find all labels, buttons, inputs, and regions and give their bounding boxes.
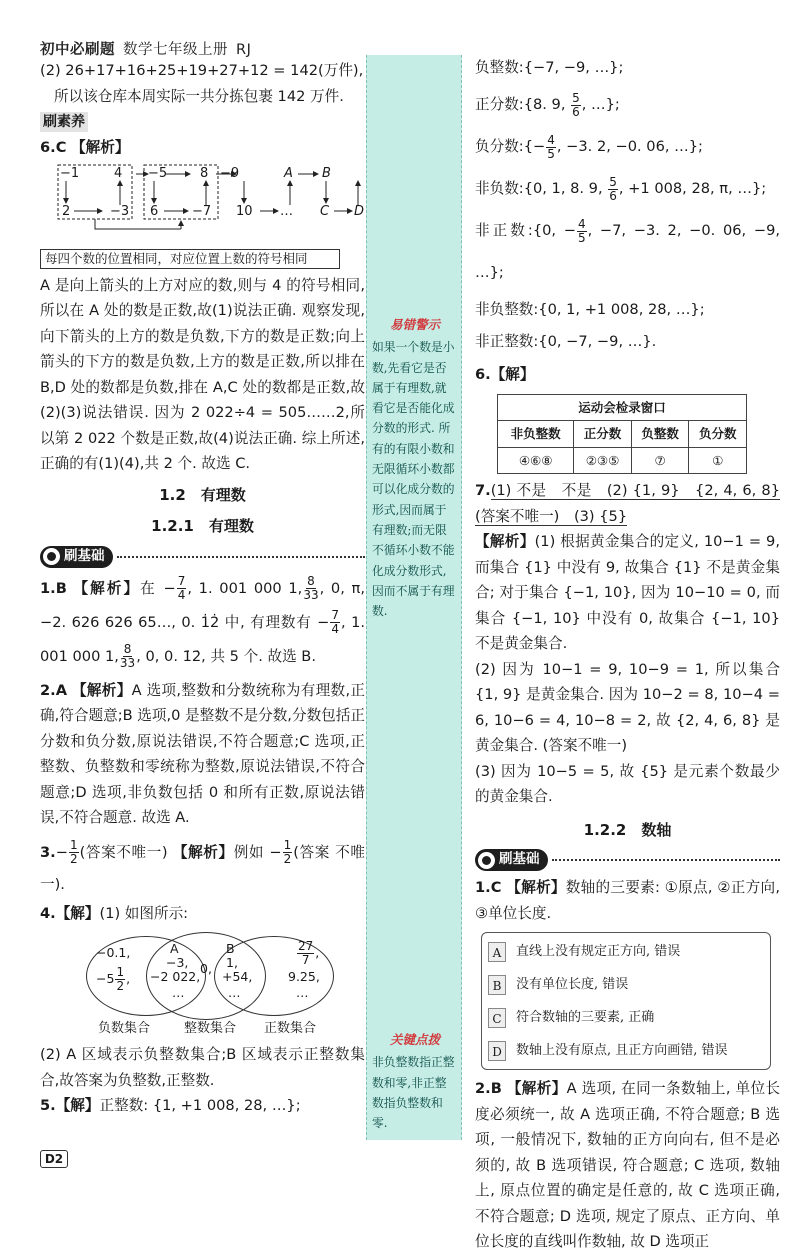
question-2-axis: 2.B 【解析】A 选项, 在同一条数轴上, 单位长度必须统一, 故 A 选项正确, 不符合题意; B 选项, 一般情况下, 数轴的正方向向右, 但不是必须的, 故 B 选项错误, 符合题意; C 选项, 数轴上, 原点位置的确定是任意的, 故 C 选项正确, 不符合题意; D 选项, 规定了原点、正方向、单位长度的直线叫作数轴, 故 D 选项正 (475, 1080, 780, 1250)
question-1-axis: 1.C 【解析】数轴的三要素: ①原点, ②正方向, ③单位长度. (475, 879, 780, 922)
set-value: {0, 1, 8. 9, $\frac{5}{6}$ , +1 008, 28, π, …}; (523, 174, 767, 203)
book-title: 初中必刷题 (40, 42, 115, 58)
set-value: {8. 9, $\frac{5}{6}$ , …}; (523, 90, 620, 119)
sequence-note: 每四个数的位置相同，对应位置上数的符号相同 (40, 249, 340, 269)
question-7: 7.(1) 不是 不是 (2) {1, 9} {2, 4, 6, 8} (答案不唯一) (3) {5} (475, 482, 780, 525)
side-note-heading: 关键点拨 (389, 1032, 440, 1047)
set-list (475, 52, 780, 358)
side-note-text: 非负整数指正整数和零,非正整数指负整数和零. (372, 1055, 455, 1131)
set-line: 非负数:{0, 1, 8. 9, $\frac{5}{6}$ , +1 008, 28, π, …}; (475, 174, 767, 203)
set-line: 正分数:{8. 9, $\frac{5}{6}$ , …}; (475, 90, 620, 119)
question-1: 1.B 【解析】在 − $\frac{7}{4}$ , 1. 001 000 1, $\frac{8}{33}$ , 0, π, −2. 626 626 65…, 0. 1̇2̇ 中, 有理数有 − $\frac{7}{4}$ , 1. 001 000 1, $\frac{8}{33}$ , 0, 0. 1̇2̇, 共 5 个. 故选 B. (40, 574, 366, 670)
question-4: 4.【解】(1) 如图所示: (40, 904, 189, 922)
set-value: {0, −7, −9, …}. (538, 333, 657, 350)
option-analysis-box (481, 932, 771, 1070)
question-6: 6.C 【解析】 (40, 139, 130, 156)
practice-tag: 刷基础 (40, 546, 365, 568)
checkin-window-table: 运动会检录窗口 非负整数 正分数 负整数 负分数 ④⑥⑧ ②③⑤ ⑦ ① (497, 394, 747, 475)
question-7-part2: (2) 因为 10−1 = 9, 10−9 = 1, 所以集合 {1, 9} 是黄金集合. 因为 10−2 = 8, 10−4 = 6, 10−6 = 4, 10−8 = 2, 故 {2, 4, 6, 8} 是黄金集合. (答案不唯一) (475, 660, 780, 754)
practice-tag: 刷基础 (475, 849, 780, 871)
right-column (475, 52, 780, 1255)
set-line: 非负整数:{0, 1, +1 008, 28, …}; (475, 301, 705, 318)
set-line: 负整数:{−7, −9, …}; (475, 59, 624, 76)
venn-label: 正数集合 (264, 1021, 317, 1036)
question-2: 2.A 【解析】A 选项,整数和分数统称为有理数,正确,符合题意;B 选项,0 是整数不是分数,分数包括正分数和负分数,原说法错误,不符合题意;C 选项,正整数、负整数和零统称为整数,原说法错误,不符合题意;D 选项,非负数包括 0 和所有正数,原说法错误,不符合题意. 故选 A. (40, 681, 365, 826)
subsection-heading: 1.2.2 数轴 (583, 820, 672, 839)
question-6-right: 6.【解】 (475, 366, 535, 383)
prev-answer-line: 所以该仓库本周实际一共分拣包裹 142 万件. (54, 87, 344, 105)
set-line: 非正数:{0, − $\frac{4}{5}$ , −7, −3. 2, −0. 06, −9, …}; (475, 216, 780, 281)
question-3: 3.− $\frac{1}{2}$ (答案不唯一) 【解析】例如 − $\frac{1}{2}$ (答案 不唯一). (40, 838, 365, 893)
subsection-heading: 1.2.1 有理数 (151, 517, 254, 535)
side-note-key (372, 1030, 458, 1133)
page-number: D2 (40, 1150, 68, 1168)
left-column (40, 58, 365, 1119)
side-note-heading: 易错警示 (389, 317, 440, 332)
option-row: B 没有单位长度, 错误 (488, 968, 764, 1001)
side-note-text: 如果一个数是小数,先看它是否属于有理数,就看它是否能化成分数的形式. 所有的有限小数和无限循环小数都可以化成分数的形式,因而属于有理数;而无限不循环小数不能化成分数形式,因而不属于有理数. (372, 340, 455, 619)
question-7-part1: 【解析】(1) 根据黄金集合的定义, 10−1 = 9, 而集合 {1} 中没有 9, 故集合 {1} 不是黄金集合; 对于集合 {−1, 10}, 因为 10−10 = 0, 而集合 {−1, 10} 中没有 0, 故集合 {−1, 10} 不是黄金集合. (475, 533, 780, 652)
venn-label: 整数集合 (184, 1021, 237, 1036)
set-line: 非正整数:{0, −7, −9, …}. (475, 333, 657, 350)
venn-label: 负数集合 (98, 1021, 151, 1036)
section-heading: 1.2 有理数 (159, 485, 246, 504)
question-4-part2: (2) A 区域表示负整数集合;B 区域表示正整数集合,故答案为负整数,正整数. (40, 1046, 365, 1089)
venn-diagram: −0.1, −5 $\frac{1}{2}$ , A −3, −2 022, … 0, B 1, +54, … $\frac{27}{7}$ , 9.25, … 负数集合 整数集合 正数集合 (40, 932, 365, 1042)
set-value: {− $\frac{4}{5}$ , −3. 2, −0. 06, …}; (523, 132, 703, 161)
side-note-mistake (372, 315, 458, 621)
sequence-diagram: −1 4 2 −3 −5 8 6 −7 −9 10 A B … C D (40, 163, 365, 247)
set-line: 负分数:{− $\frac{4}{5}$ , −3. 2, −0. 06, …}; (475, 132, 703, 161)
question-5: 5.【解】正整数: {1, +1 008, 28, …}; (40, 1097, 301, 1114)
subject: 数学七年级上册 (123, 42, 228, 58)
set-value: {0, − $\frac{4}{5}$ , −7, −3. 2, −0. 06, −9, …}; (475, 216, 780, 281)
question-6-explanation: A 是向上箭头的上方对应的数,则与 4 的符号相同,所以在 A 处的数是正数,故(1)说法正确. 观察发现,向下箭头的上方的数是负数,下方的数是正数;向上箭头的下方的数是负数,上方的数是正数,所以排在 B,D 处的数都是负数,排在 A,C 处的数都是正数,故(2)(3)说法错误. 因为 2 022÷4 = 505……2,所以第 2 022 个数是正数,故(4)说法正确. 综上所述,正确的有(1)(4),共 2 个. 故选 C. (40, 276, 365, 472)
table-title: 运动会检录窗口 (498, 394, 747, 421)
option-row: D 数轴上没有原点, 且正方向画错, 错误 (488, 1034, 764, 1067)
set-value: {−7, −9, …}; (523, 59, 624, 76)
option-row: C 符合数轴的三要素, 正确 (488, 1001, 764, 1034)
pen-icon (478, 852, 495, 869)
edition: RJ (236, 42, 252, 58)
question-7-part3: (3) 因为 10−5 = 5, 故 {5} 是元素个数最少的黄金集合. (475, 762, 780, 805)
set-value: {0, 1, +1 008, 28, …}; (538, 301, 705, 318)
pen-icon (43, 548, 60, 565)
prev-answer-line: (2) 26+17+16+25+19+27+12 = 142(万件), (40, 62, 364, 79)
option-row: A 直线上没有规定正方向, 错误 (488, 935, 764, 968)
section-label: 刷素养 (40, 112, 88, 132)
